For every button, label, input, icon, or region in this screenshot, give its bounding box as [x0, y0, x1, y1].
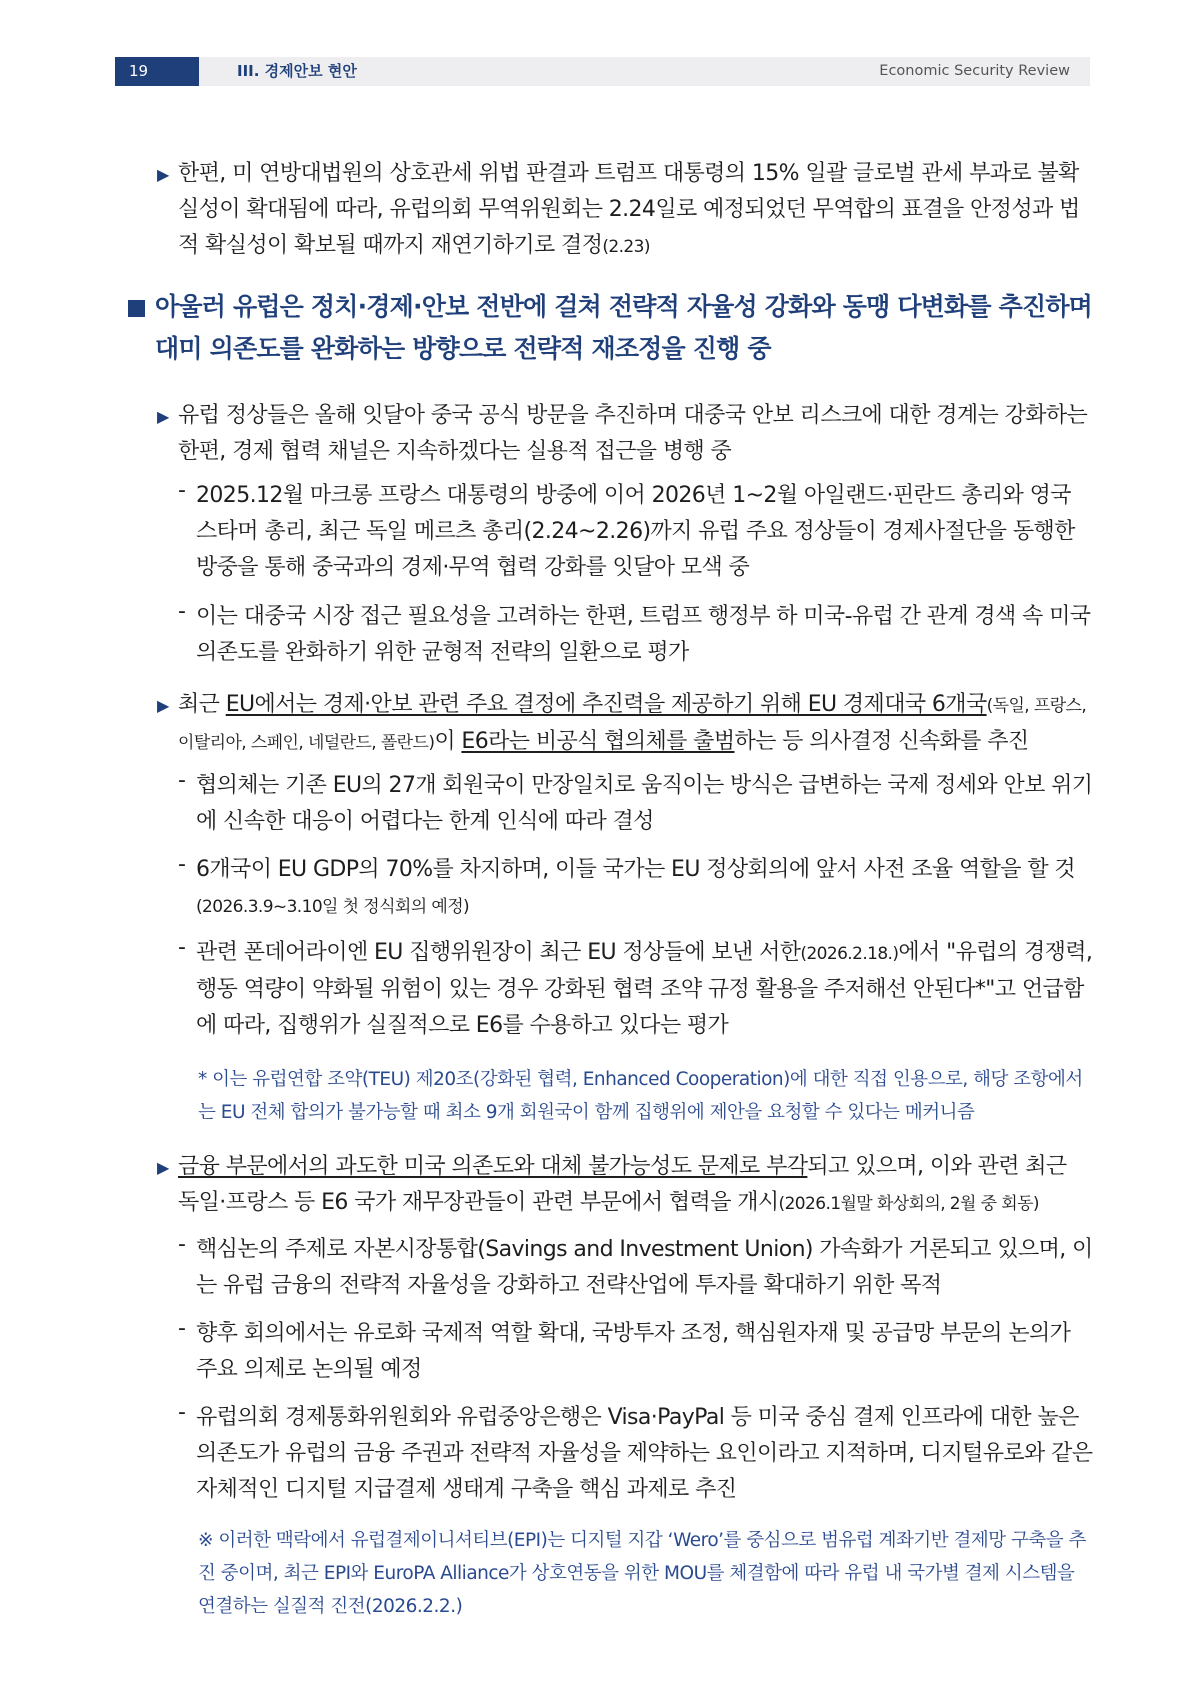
bullet-finance-post: 되고 있으며, 이와 관련 최근 독일·프랑스 등 E6 국가 재무장관들이 관련 부문에서 협력을 개시: [178, 1154, 1067, 1215]
bullet-china-visits: 유럽 정상들은 올해 잇달아 중국 공식 방문을 추진하며 대중국 안보 리스크에 대한 경계는 강화하는 한편, 경제 협력 채널은 지속하겠다는 실용적 접근을 병행 중: [178, 403, 1088, 464]
dash-marker: -: [178, 1316, 186, 1341]
bullet-e6-countries: (독일, 프랑스, 이탈리아, 스페인, 네덜란드, 폴란드): [178, 696, 1087, 753]
bullet-finance-underline: 금융 부문에서의 과도한 미국 의존도와 대체 불가능성도 문제로 부각: [178, 1154, 808, 1179]
page-number: 19: [115, 57, 199, 86]
triangle-right-icon: ▶: [157, 696, 170, 715]
sub-bullet-text-2: 에서 "유럽의 경쟁력, 행동 역량이 약화될 위험이 있는 경우 강화된 협력 조약 규정 활용을 주저해선 안된다*"고 언급함에 따라, 집행위가 실질적으로 E6를 수용하고 있다는 평가: [196, 940, 1093, 1038]
footnote: * 이는 유럽연합 조약(TEU) 제20조(강화된 협력, Enhanced Cooperation)에 대한 직접 인용으로, 해당 조항에서는 EU 전체 합의가 불가능할 때 최소 9개 회원국이 함께 집행위에 제안을 요청할 수 있다는 메커니즘: [198, 1069, 1083, 1123]
dash-marker: -: [178, 1400, 186, 1425]
bullet-e6-underline-2: E6라는 비공식 협의체를 출범: [461, 729, 735, 754]
sub-bullet-date: (2026.2.18.): [800, 944, 899, 964]
journal-title: Economic Security Review: [879, 63, 1070, 79]
square-icon: [128, 300, 145, 317]
section-heading: 아울러 유럽은 정치·경제·안보 전반에 걸쳐 전략적 자율성 강화와 동맹 다변화를 추진하며 대미 의존도를 완화하는 방향으로 전략적 재조정을 진행 중: [155, 292, 1093, 363]
sub-bullet-text: 6개국이 EU GDP의 70%를 차지하며, 이들 국가는 EU 정상회의에 앞서 사전 조율 역할을 할 것: [196, 857, 1076, 882]
bullet-e6-mid: 이: [434, 729, 462, 754]
sub-bullet: 유럽의회 경제통화위원회와 유럽중앙은행은 Visa·PayPal 등 미국 중심 결제 인프라에 대한 높은 의존도가 유럽의 금융 주권과 전략적 자율성을 제약하는 요인이라고 지적하며, 디지털유로와 같은 자체적인 디지털 지급결제 생태계 구축을 핵심 과제로 추진: [196, 1405, 1093, 1502]
reference-note: ※ 이러한 맥락에서 유럽결제이니셔티브(EPI)는 디지털 지갑 ‘Wero’를 중심으로 범유럽 계좌기반 결제망 구축을 추진 중이며, 최근 EPI와 EuroPA Alliance가 상호연동을 위한 MOU를 체결함에 따라 유럽 내 국가별 결제 시스템을 연결하는 실질적 진전(2026.2.2.): [198, 1530, 1086, 1617]
section-label: III. 경제안보 현안: [237, 62, 357, 80]
bullet-finance: [178, 1149, 1093, 1222]
triangle-right-icon: ▶: [157, 1158, 170, 1177]
running-header: [115, 57, 1090, 86]
sub-bullet: 향후 회의에서는 유로화 국제적 역할 확대, 국방투자 조정, 핵심원자재 및 공급망 부문의 논의가 주요 의제로 논의될 예정: [196, 1321, 1071, 1382]
intro-bullet-date: (2.23): [602, 237, 650, 257]
dash-marker: -: [178, 599, 186, 624]
dash-marker: -: [178, 1232, 186, 1257]
dash-marker: -: [178, 935, 186, 960]
triangle-right-icon: ▶: [157, 165, 170, 184]
sub-bullet: 핵심논의 주제로 자본시장통합(Savings and Investment Union) 가속화가 거론되고 있으며, 이는 유럽 금융의 전략적 자율성을 강화하고 전략산업에 투자를 확대하기 위한 목적: [196, 1237, 1093, 1298]
sub-bullet: [196, 852, 1093, 925]
sub-bullet: 이는 대중국 시장 접근 필요성을 고려하는 한편, 트럼프 행정부 하 미국-유럽 간 관계 경색 속 미국 의존도를 완화하기 위한 균형적 전략의 일환으로 평가: [196, 604, 1091, 665]
dash-marker: -: [178, 768, 186, 793]
sub-bullet: [196, 935, 1093, 1044]
sub-bullet-text: 관련 폰데어라이엔 EU 집행위원장이 최근 EU 정상들에 보낸 서한: [196, 940, 801, 965]
bullet-e6-pre: 최근: [178, 692, 226, 717]
bullet-e6-post: 하는 등 의사결정 신속화를 추진: [734, 729, 1029, 754]
dash-marker: -: [178, 478, 186, 503]
intro-bullet: [178, 156, 1093, 265]
dash-marker: -: [178, 852, 186, 877]
bullet-e6-underline-1: EU에서는 경제·안보 관련 주요 결정에 추진력을 제공하기 위해 EU 경제대국 6개국: [225, 692, 987, 717]
sub-bullet: 협의체는 기존 EU의 27개 회원국이 만장일치로 움직이는 방식은 급변하는 국제 정세와 안보 위기에 신속한 대응이 어렵다는 한계 인식에 따라 결성: [196, 773, 1093, 834]
bullet-finance-paren: (2026.1월말 화상회의, 2월 중 회동): [778, 1194, 1039, 1214]
sub-bullet-date: (2026.3.9~3.10일 첫 정식회의 예정): [196, 897, 470, 917]
sub-bullet: 2025.12월 마크롱 프랑스 대통령의 방중에 이어 2026년 1~2월 아일랜드·핀란드 총리와 영국 스타머 총리, 최근 독일 메르츠 총리(2.24~2.26)까지 유럽 주요 정상들이 경제사절단을 동행한 방중을 통해 중국과의 경제·무역 협력 강화를 잇달아 모색 중: [196, 483, 1075, 580]
intro-bullet-text: 한편, 미 연방대법원의 상호관세 위법 판결과 트럼프 대통령의 15% 일괄 글로벌 관세 부과로 불확실성이 확대됨에 따라, 유럽의회 무역위원회는 2.24일로 예정되었던 무역합의 표결을 안정성과 법적 확실성이 확보될 때까지 재연기하기로 결정: [178, 161, 1080, 258]
bullet-e6: [178, 687, 1093, 761]
triangle-right-icon: ▶: [157, 407, 170, 426]
